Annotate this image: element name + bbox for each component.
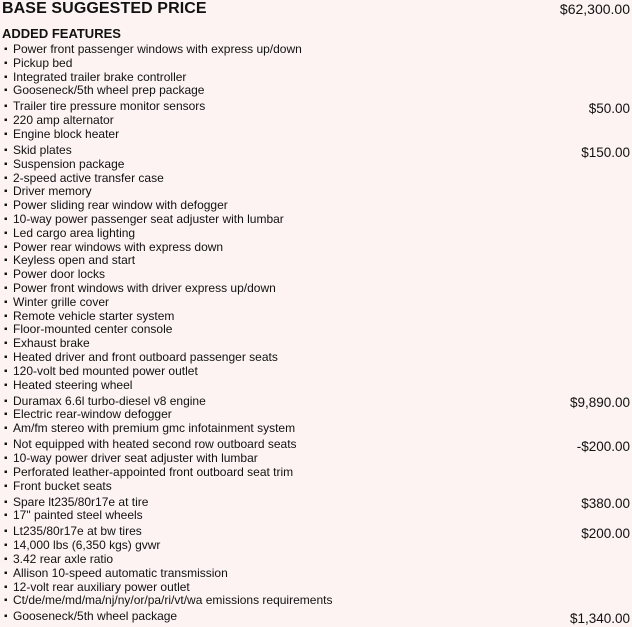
bullet-icon: ▪ — [4, 480, 8, 492]
feature-name: Exhaust brake — [13, 336, 90, 351]
feature-name: 220 amp alternator — [13, 113, 114, 128]
bullet-icon: ▪ — [4, 101, 8, 113]
feature-item — [0, 581, 632, 595]
feature-name: Integrated trailer brake controller — [13, 69, 187, 84]
bullet-icon: ▪ — [4, 324, 8, 336]
feature-item — [0, 351, 632, 365]
feature-name: Winter grille cover — [13, 294, 110, 309]
feature-item — [0, 365, 632, 379]
feature-name: Power front passenger windows with express up/down — [13, 42, 302, 56]
feature-item — [0, 337, 632, 351]
feature-item — [0, 84, 632, 98]
feature-item — [0, 158, 632, 172]
feature-item — [0, 268, 632, 282]
feature-name: Heated driver and front outboard passenger seats — [13, 349, 278, 364]
feature-name: 14,000 lbs (6,350 kgs) gvwr — [13, 538, 161, 553]
feature-item — [0, 422, 632, 436]
feature-name: 3.42 rear axle ratio — [13, 551, 114, 566]
feature-item — [0, 98, 632, 117]
bullet-icon: ▪ — [4, 351, 8, 363]
feature-name: Led cargo area lighting — [13, 225, 136, 240]
bullet-icon: ▪ — [4, 85, 8, 97]
feature-item — [0, 323, 632, 337]
feature-price: $9,890.00 — [569, 395, 630, 411]
feature-price: -$200.00 — [576, 438, 630, 454]
bullet-icon: ▪ — [4, 452, 8, 464]
feature-name: Power front windows with driver express up/down — [13, 280, 276, 295]
feature-item — [0, 480, 632, 494]
bullet-icon: ▪ — [4, 423, 8, 435]
feature-name: Electric rear-window defogger — [13, 407, 172, 422]
feature-list — [0, 42, 632, 627]
feature-item — [0, 57, 632, 71]
feature-price: $150.00 — [581, 144, 630, 160]
feature-item — [0, 523, 632, 542]
feature-name: 10-way power driver seat adjuster with lumbar — [13, 450, 258, 465]
feature-name: Power rear windows with express down — [13, 239, 224, 254]
bullet-icon: ▪ — [4, 269, 8, 281]
feature-name: 17" painted steel wheels — [13, 508, 143, 523]
bullet-icon: ▪ — [4, 115, 8, 127]
feature-item — [0, 539, 632, 553]
feature-item — [0, 213, 632, 227]
feature-item — [0, 567, 632, 581]
bullet-icon: ▪ — [4, 439, 8, 451]
feature-name: Gooseneck/5th wheel prep package — [13, 83, 205, 98]
bullet-icon: ▪ — [4, 158, 8, 170]
feature-item — [0, 392, 632, 411]
feature-price: $50.00 — [588, 101, 630, 117]
feature-item — [0, 185, 632, 199]
bullet-icon: ▪ — [4, 255, 8, 267]
bullet-icon: ▪ — [4, 296, 8, 308]
bullet-icon: ▪ — [4, 186, 8, 198]
bullet-icon: ▪ — [4, 510, 8, 522]
feature-item — [0, 608, 632, 627]
base-price-title: BASE SUGGESTED PRICE — [2, 0, 207, 17]
feature-name: Trailer tire pressure monitor sensors — [13, 99, 206, 114]
feature-name: Am/fm stereo with premium gmc infotainment system — [13, 421, 296, 436]
bullet-icon: ▪ — [4, 57, 8, 69]
bullet-icon: ▪ — [4, 44, 8, 55]
feature-name: Ct/de/me/md/ma/nj/ny/or/pa/ri/vt/wa emissions requirements — [13, 593, 333, 608]
bullet-icon: ▪ — [4, 526, 8, 538]
bullet-icon: ▪ — [4, 567, 8, 579]
feature-name: Front bucket seats — [13, 478, 112, 493]
feature-item — [0, 199, 632, 213]
feature-name: Not equipped with heated second row outboard seats — [13, 437, 297, 452]
bullet-icon: ▪ — [4, 595, 8, 607]
feature-item — [0, 114, 632, 128]
bullet-icon: ▪ — [4, 553, 8, 565]
feature-name: Keyless open and start — [13, 253, 136, 268]
bullet-icon: ▪ — [4, 379, 8, 391]
feature-item — [0, 452, 632, 466]
bullet-icon: ▪ — [4, 540, 8, 552]
feature-item — [0, 71, 632, 85]
feature-item — [0, 466, 632, 480]
feature-item — [0, 241, 632, 255]
bullet-icon: ▪ — [4, 338, 8, 350]
bullet-icon: ▪ — [4, 213, 8, 225]
feature-price: $380.00 — [581, 496, 630, 512]
feature-name: Power door locks — [13, 267, 106, 282]
base-price-value: $62,300.00 — [559, 1, 630, 17]
bullet-icon: ▪ — [4, 581, 8, 593]
feature-item — [0, 379, 632, 393]
feature-item — [0, 493, 632, 512]
feature-name: Engine block heater — [13, 126, 120, 141]
feature-name: 2-speed active transfer case — [13, 170, 164, 185]
price-header — [0, 0, 632, 20]
feature-name: Power sliding rear window with defogger — [13, 198, 228, 213]
feature-item — [0, 408, 632, 422]
feature-name: Duramax 6.6l turbo-diesel v8 engine — [13, 393, 206, 408]
feature-item — [0, 172, 632, 186]
bullet-icon: ▪ — [4, 172, 8, 184]
feature-name: 120-volt bed mounted power outlet — [13, 363, 198, 378]
feature-name: Lt235/80r17e at bw tires — [13, 524, 142, 539]
feature-item — [0, 296, 632, 310]
feature-item — [0, 142, 632, 158]
bullet-icon: ▪ — [4, 200, 8, 212]
feature-item — [0, 436, 632, 452]
bullet-icon: ▪ — [4, 611, 8, 623]
feature-name: Suspension package — [13, 156, 125, 171]
feature-item — [0, 509, 632, 523]
feature-name: Remote vehicle starter system — [13, 308, 175, 323]
feature-item — [0, 128, 632, 142]
feature-name: Skid plates — [13, 142, 72, 157]
feature-name: Driver memory — [13, 184, 92, 199]
feature-item — [0, 227, 632, 241]
feature-name: Perforated leather-appointed front outboard seat trim — [13, 464, 294, 479]
feature-item — [0, 310, 632, 324]
feature-name: Heated steering wheel — [13, 377, 133, 392]
bullet-icon: ▪ — [4, 466, 8, 478]
bullet-icon: ▪ — [4, 365, 8, 377]
feature-name: Pickup bed — [13, 55, 73, 70]
feature-price: $1,340.00 — [569, 611, 630, 627]
feature-name: 12-volt rear auxiliary power outlet — [13, 579, 190, 594]
bullet-icon: ▪ — [4, 128, 8, 140]
bullet-icon: ▪ — [4, 71, 8, 83]
feature-name: Floor-mounted center console — [13, 322, 173, 337]
bullet-icon: ▪ — [4, 144, 8, 156]
feature-item — [0, 282, 632, 296]
feature-item — [0, 254, 632, 268]
bullet-icon: ▪ — [4, 496, 8, 508]
bullet-icon: ▪ — [4, 241, 8, 253]
bullet-icon: ▪ — [4, 409, 8, 421]
feature-item — [0, 553, 632, 567]
feature-name: Allison 10-speed automatic transmission — [13, 565, 228, 580]
feature-item — [0, 43, 632, 57]
feature-name: Gooseneck/5th wheel package — [13, 609, 178, 624]
bullet-icon: ▪ — [4, 282, 8, 294]
feature-name: 10-way power passenger seat adjuster with lumbar — [13, 211, 284, 226]
bullet-icon: ▪ — [4, 227, 8, 239]
bullet-icon: ▪ — [4, 395, 8, 407]
bullet-icon: ▪ — [4, 310, 8, 322]
added-features-heading: ADDED FEATURES — [2, 26, 121, 41]
feature-item — [0, 594, 632, 608]
feature-name: Spare lt235/80r17e at tire — [13, 494, 149, 509]
feature-price: $200.00 — [581, 526, 630, 542]
